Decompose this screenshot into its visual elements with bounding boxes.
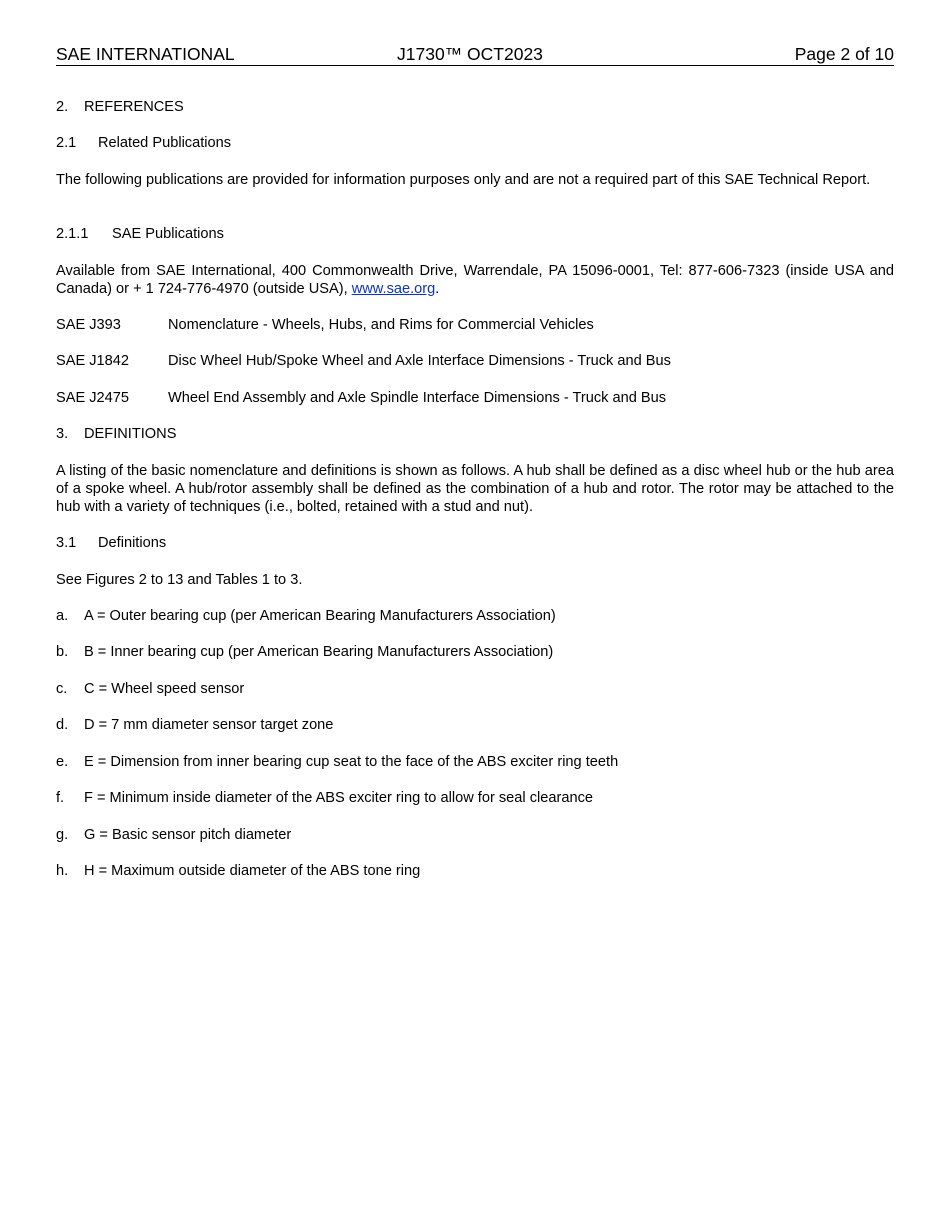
- list-text: G = Basic sensor pitch diameter: [84, 827, 292, 843]
- list-text: H = Maximum outside diameter of the ABS tone ring: [84, 863, 421, 879]
- publication-title: Wheel End Assembly and Axle Spindle Interface Dimensions - Truck and Bus: [168, 390, 667, 406]
- section-number: 3.1: [56, 535, 77, 551]
- list-text: E = Dimension from inner bearing cup seat to the face of the ABS exciter ring teeth: [84, 754, 619, 770]
- list-letter: g.: [56, 827, 69, 843]
- list-item: [56, 643, 894, 661]
- list-item: [56, 753, 894, 771]
- list-item: [56, 789, 894, 807]
- header-document-id: J1730™ OCT2023: [397, 44, 543, 64]
- section-number: 2.: [56, 99, 69, 115]
- section-2-1-heading: [56, 134, 894, 152]
- list-letter: b.: [56, 644, 69, 660]
- section-2-heading: [56, 98, 894, 116]
- page-header: [56, 44, 894, 66]
- header-publisher: SAE INTERNATIONAL: [56, 44, 235, 64]
- list-item: [56, 680, 894, 698]
- list-text: B = Inner bearing cup (per American Bearing Manufacturers Association): [84, 644, 554, 660]
- section-number: 3.: [56, 426, 69, 442]
- availability-period: .: [435, 281, 440, 297]
- publication-title: Disc Wheel Hub/Spoke Wheel and Axle Interface Dimensions - Truck and Bus: [168, 353, 671, 369]
- list-item: [56, 862, 894, 880]
- sae-availability-paragraph: [56, 262, 894, 298]
- section-3-heading: [56, 425, 894, 443]
- list-letter: a.: [56, 608, 69, 624]
- list-item: [56, 607, 894, 625]
- list-text: F = Minimum inside diameter of the ABS exciter ring to allow for seal clearance: [84, 790, 593, 806]
- publication-code: SAE J393: [56, 317, 121, 333]
- publication-code: SAE J1842: [56, 353, 130, 369]
- section-title: Definitions: [98, 535, 167, 551]
- publication-row: [56, 316, 894, 334]
- definitions-intro: A listing of the basic nomenclature and definitions is shown as follows. A hub shall be defined as a disc wheel hub or the hub area of a spoke wheel. A hub/rotor assembly shall be defined as the combination of a hub and rotor. The rotor may be attached to the hub with a variety of techniques (i.e., bolted, retained with a stud and nut).: [56, 463, 894, 515]
- section-2-1-1-heading: [56, 225, 894, 243]
- list-letter: e.: [56, 754, 69, 770]
- availability-text: Available from SAE International, 400 Commonwealth Drive, Warrendale, PA 15096-0001, Tel: 877-606-7323 (inside USA and Canada) or + 1 724-776-4970 (outside USA),: [56, 263, 894, 297]
- see-figures-note: See Figures 2 to 13 and Tables 1 to 3.: [56, 572, 303, 588]
- list-letter: d.: [56, 717, 69, 733]
- list-text: A = Outer bearing cup (per American Bearing Manufacturers Association): [84, 608, 556, 624]
- section-number: 2.1.1: [56, 226, 89, 242]
- section-title: Related Publications: [98, 135, 232, 151]
- list-text: D = 7 mm diameter sensor target zone: [84, 717, 334, 733]
- publication-row: [56, 352, 894, 370]
- section-title: SAE Publications: [112, 226, 224, 242]
- section-number: 2.1: [56, 135, 77, 151]
- section-3-1-heading: [56, 534, 894, 552]
- publication-code: SAE J2475: [56, 390, 130, 406]
- list-letter: f.: [56, 790, 65, 806]
- header-page-number: Page 2 of 10: [794, 44, 894, 64]
- list-text: C = Wheel speed sensor: [84, 681, 245, 697]
- publication-title: Nomenclature - Wheels, Hubs, and Rims for Commercial Vehicles: [168, 317, 594, 333]
- related-publications-intro: The following publications are provided for information purposes only and are not a required part of this SAE Technical Report.: [56, 172, 871, 188]
- list-letter: h.: [56, 863, 69, 879]
- section-title: REFERENCES: [84, 99, 184, 115]
- sae-website-link[interactable]: www.sae.org: [351, 281, 436, 297]
- publication-row: [56, 389, 894, 407]
- list-item: [56, 716, 894, 734]
- list-item: [56, 826, 894, 844]
- list-letter: c.: [56, 681, 68, 697]
- section-title: DEFINITIONS: [84, 426, 177, 442]
